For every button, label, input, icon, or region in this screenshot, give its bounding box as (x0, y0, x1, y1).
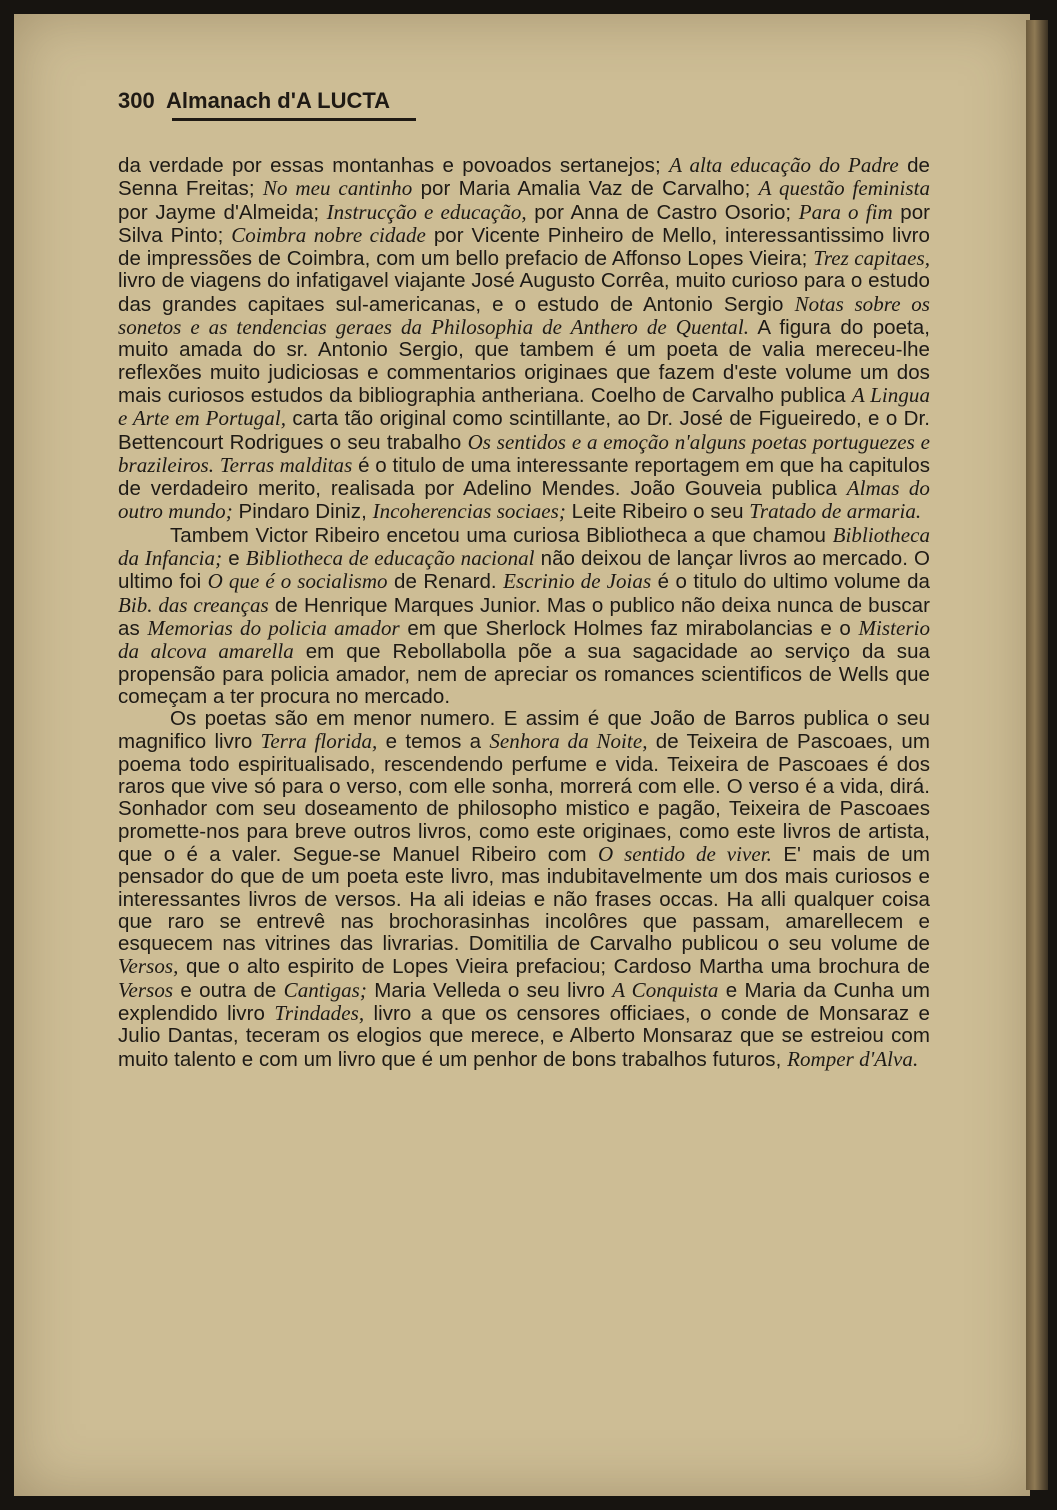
text-run: e Maria da Cunha um explendido livro (118, 978, 931, 1025)
text-run: carta tão original como scintillante, ao Dr. José de Figueiredo, e o Dr. Bettencourt Rodrigues o seu trabalho (118, 407, 930, 454)
italic-title: Os sentidos e a emoção n'alguns poetas portuguezes e brazileiros. (118, 429, 930, 477)
text-run: livro a que os censores officiaes, o conde de Monsaraz e Julio Dantas, teceram os elogios que merece, e Alberto Monsaraz que se estreiou com muito talento e com um livro que é um penhor de bons trabalhos futuros, (118, 1001, 930, 1071)
running-title: Almanach d'A LUCTA (166, 88, 391, 113)
paragraph (118, 524, 930, 708)
italic-title: Incoherencias sociaes; (372, 499, 566, 524)
text-run: por Anna de Castro Osorio; (526, 200, 799, 224)
italic-title: Escrinio de Joias (503, 569, 652, 594)
text-run: Tambem Victor Ribeiro encetou uma curiosa Bibliotheca a que chamou (170, 523, 833, 547)
body-text (118, 154, 930, 1071)
book-spine (1026, 20, 1048, 1490)
italic-title: No meu cantinho (262, 176, 413, 201)
italic-title: Notas sobre os sonetos e as tendencias geraes da Philosophia de Anthero de Quental. (118, 291, 930, 340)
italic-title: Trez capitaes, (813, 246, 930, 271)
paragraph (118, 708, 930, 1071)
italic-title: Senhora da Noite, (489, 729, 648, 754)
text-run: por Maria Amalia Vaz de Carvalho; (412, 177, 759, 201)
italic-title: Bibliotheca da Infancia; (118, 522, 930, 571)
italic-title: A Lingua e Arte em Portugal, (118, 382, 930, 431)
text-run: por Jayme d'Almeida; (118, 200, 327, 224)
text-run: de Senna Freitas; (118, 154, 930, 201)
italic-title: A Conquista (612, 977, 719, 1002)
text-run: por Silva Pinto; (118, 200, 931, 247)
text-run: Os poetas são em menor numero. E assim é que João de Barros publica o seu magnifico livro (118, 707, 930, 754)
text-run: A figura do poeta, muito amada do sr. Antonio Sergio, que tambem é um poeta de valia mereceu-lhe reflexões muito judiciosas e commentarios originaes que fazem d'este volume um dos mais curiosos estudos da bibliographia antheriana. Coelho de Carvalho publica (118, 316, 930, 407)
text-run: livro de viagens do infatigavel viajante José Augusto Corrêa, muito curioso para o estudo das grandes capitaes sul-americanas, e o estudo de Antonio Sergio (118, 269, 930, 316)
italic-title: Almas do outro mundo; (118, 476, 930, 524)
italic-title: Instrucção e educação, (326, 199, 527, 224)
italic-title: Terras malditas (219, 452, 353, 477)
page-header (118, 88, 390, 114)
text-run: e (222, 547, 246, 571)
italic-title: Terra florida, (260, 729, 378, 754)
text-run: que o alto espirito de Lopes Vieira prefaciou; Cardoso Martha uma brochura de (178, 955, 930, 979)
italic-title: Tratado de armaria. (749, 499, 922, 524)
text-run: não deixou de lançar livros ao mercado. O ultimo foi (118, 547, 930, 594)
text-run: em que Sherlock Holmes faz mirabolancias e o (399, 616, 859, 640)
text-run: é o titulo do ultimo volume da (651, 570, 930, 594)
text-run: E' mais de um pensador do que de um poeta este livro, mas indubitavelmente um dos mais curiosos e interessantes livros de versos. Ha ali ideias e não frases occas. Ha alli qualquer coisa que raro se entrevê nas brochorasinhas incolôres que passam, amarellecem e esquecem nas vitrines das livrarias. Domitilia de Carvalho publicou o seu volume de (118, 842, 930, 956)
italic-title: Misterio da alcova amarella (118, 615, 931, 664)
italic-title: Versos (118, 977, 174, 1002)
italic-title: Coimbra nobre cidade (231, 222, 426, 247)
italic-title: Memorias do policia amador (147, 615, 400, 640)
text-run: Leite Ribeiro o seu (565, 500, 750, 524)
italic-title: O que é o socialismo (207, 569, 388, 594)
italic-title: Para o fim (798, 199, 893, 224)
italic-title: O sentido de viver. (597, 841, 772, 866)
text-run: e outra de (173, 978, 284, 1002)
italic-title: Versos, (118, 954, 179, 979)
italic-title: Trindades, (274, 1000, 365, 1025)
header-rule (172, 118, 416, 121)
italic-title: Bib. das creanças (118, 592, 269, 617)
text-run: Maria Velleda o seu livro (366, 978, 613, 1002)
italic-title: Bibliotheca de educação nacional (245, 546, 535, 571)
text-run: Pindaro Diniz, (232, 500, 373, 524)
text-run: é o titulo de uma interessante reportagem em que ha capitulos de verdadeiro merito, realisada por Adelino Mendes. João Gouveia publica (118, 453, 930, 501)
italic-title: A questão feminista (758, 176, 930, 201)
text-run: de Henrique Marques Junior. Mas o publico não deixa nunca de buscar as (118, 593, 931, 640)
text-run: em que Rebollabolla põe a sua sagacidade ao serviço da sua propensão para policia amador, nem de apreciar os romances scientificos de Wells que começam a ter procura no mercado. (118, 640, 930, 708)
text-run: de Teixeira de Pascoaes, um poema todo espiritualisado, rescendendo perfume e vida. Teixeira de Pascoaes é dos raros que vive só para o verso, com elle sonha, morrerá com elle. O verso é a vida, dirá. Sonhador com seu doseamento de philosopho mistico e pagão, Teixeira de Pascoaes promette-nos para breve outros livros, como este originaes, como este livros de artista, que o é a valer. Segue-se Manuel Ribeiro com (118, 730, 931, 866)
text-run: de Renard. (387, 570, 504, 594)
page-number: 300 (118, 88, 155, 113)
italic-title: Romper d'Alva. (787, 1046, 919, 1071)
italic-title: A alta educação do Padre (669, 153, 899, 177)
text-run: e temos a (377, 730, 490, 754)
text-run: da verdade por essas montanhas e povoados sertanejos; (118, 154, 670, 177)
paragraph (118, 154, 930, 524)
italic-title: Cantigas; (283, 977, 367, 1002)
text-run: por Vicente Pinheiro de Mello, interessantissimo livro de impressões de Coimbra, com um bello prefacio de Affonso Lopes Vieira; (118, 223, 930, 271)
